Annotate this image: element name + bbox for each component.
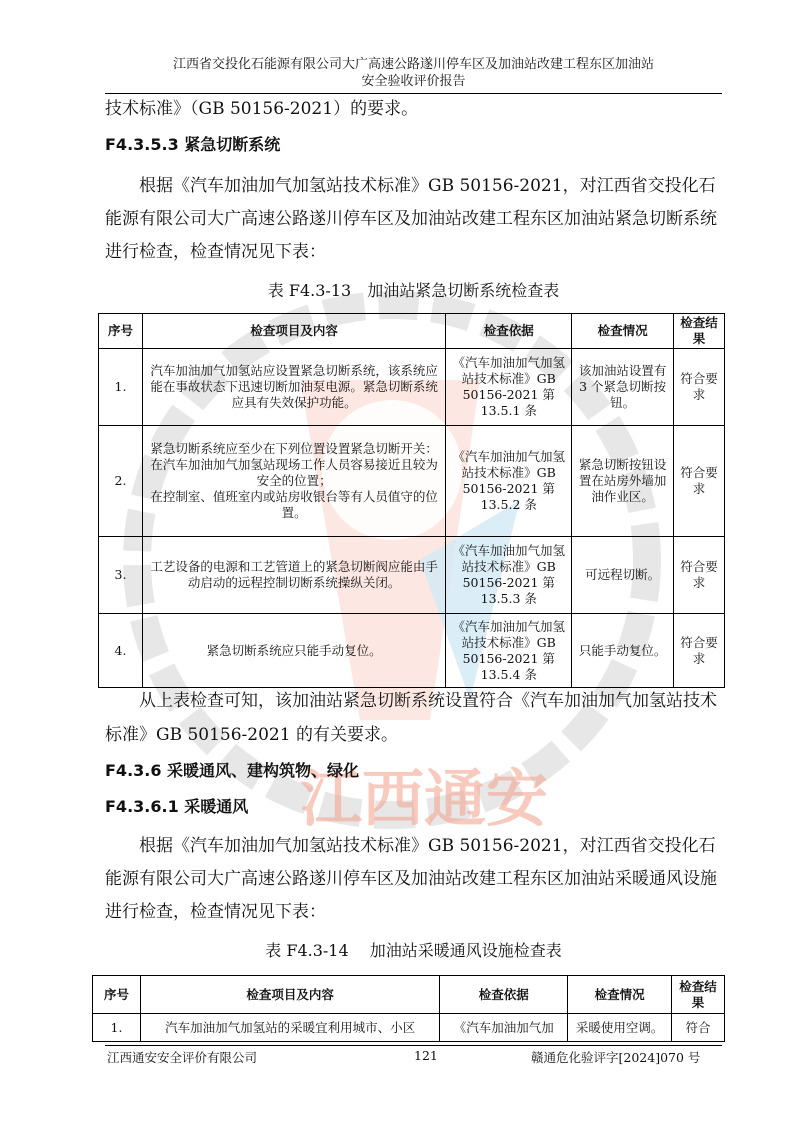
row-item: 紧急切断系统应只能手动复位。 (142, 614, 445, 688)
col-header-status: 检查情况 (568, 976, 672, 1014)
row-status: 可远程切断。 (572, 537, 674, 614)
row-result: 符合要求 (674, 537, 725, 614)
row-item-line: 在控制室、值班室内或站房收银台等有人员值守的位置。 (150, 489, 438, 520)
row-result: 符合 (672, 1014, 725, 1042)
table-row (99, 349, 725, 426)
table13-caption: 表 F4.3-13 加油站紧急切断系统检查表 (267, 281, 560, 300)
section-heading-436: F4.3.6 采暖通风、建构筑物、绿化 (105, 761, 360, 780)
footer-report-code: 赣通危化验评字[2024]070 号 (531, 1050, 701, 1065)
col-header-basis: 检查依据 (440, 976, 568, 1014)
page-header (105, 56, 722, 90)
row-result: 符合要求 (674, 614, 725, 688)
row-basis: 《汽车加油加气加氢站技术标准》GB 50156-2021 第 13.5.2 条 (446, 426, 572, 537)
row-basis: 《汽车加油加气加氢站技术标准》GB 50156-2021 第 13.5.4 条 (446, 614, 572, 688)
header-title: 江西省交投化石能源有限公司大广高速公路遂川停车区及加油站改建工程东区加油站 (172, 57, 654, 72)
section-paragraph-4361: 根据《汽车加油加气加氢站技术标准》GB 50156-2021，对江西省交投化石能源有限公司大广高速公路遂川停车区及加油站改建工程东区加油站采暖通风设施进行检查，检查情况见下表： (105, 836, 717, 922)
section-heading-4361: F4.3.6.1 采暖通风 (105, 797, 249, 816)
row-status: 该加油站设置有 3 个紧急切断按钮。 (572, 349, 674, 426)
row-item: 汽车加油加气加氢站的采暖宜利用城市、小区 (140, 1014, 439, 1042)
col-header-basis: 检查依据 (446, 314, 572, 349)
row-no: 3. (99, 537, 143, 614)
header-subtitle: 安全验收评价报告 (361, 74, 466, 89)
row-item-line: 紧急切断系统应至少在下列位置设置紧急切断开关： (150, 441, 438, 456)
section-heading-4353: F4.3.5.3 紧急切断系统 (105, 135, 281, 154)
col-header-status: 检查情况 (572, 314, 674, 349)
watermark-text: 江西通安 (300, 762, 549, 835)
row-item-line: 在汽车加油加气加氢站现场工作人员容易接近且较为安全的位置； (150, 457, 438, 488)
header-divider (105, 93, 722, 94)
table-row (93, 1014, 725, 1042)
table13-header-row (99, 314, 725, 349)
row-status: 采暖使用空调。 (568, 1014, 672, 1042)
intro-tail: 技术标准》（GB 50156-2021）的要求。 (105, 99, 419, 119)
col-header-item: 检查项目及内容 (140, 976, 439, 1014)
row-status: 只能手动复位。 (572, 614, 674, 688)
row-basis: 《汽车加油加气加氢站技术标准》GB 50156-2021 第 13.5.3 条 (446, 537, 572, 614)
conclusion-paragraph: 从上表检查可知，该加油站紧急切断系统设置符合《汽车加油加气加氢站技术标准》GB 50156-2021 的有关要求。 (105, 691, 717, 745)
footer-company: 江西通安安全评价有限公司 (107, 1050, 258, 1065)
footer-divider (105, 1045, 722, 1046)
table13 (98, 313, 725, 688)
table14 (92, 975, 725, 1042)
row-no: 4. (99, 614, 143, 688)
section-paragraph-4353: 根据《汽车加油加气加氢站技术标准》GB 50156-2021，对江西省交投化石能源有限公司大广高速公路遂川停车区及加油站改建工程东区加油站紧急切断系统进行检查，检查情况见下表： (105, 176, 717, 262)
row-basis: 《汽车加油加气加氢站技术标准》GB 50156-2021 第 13.5.1 条 (446, 349, 572, 426)
col-header-no: 序号 (93, 976, 141, 1014)
row-result: 符合要求 (674, 349, 725, 426)
row-basis: 《汽车加油加气加 (440, 1014, 568, 1042)
row-item (142, 426, 445, 537)
table-row (99, 614, 725, 688)
row-item: 汽车加油加气加氢站应设置紧急切断系统，该系统应能在事故状态下迅速切断加油泵电源。紧急切断系统应具有失效保护功能。 (142, 349, 445, 426)
table-row (99, 426, 725, 537)
row-result: 符合要求 (674, 426, 725, 537)
row-status: 紧急切断按钮设置在站房外墙加油作业区。 (572, 426, 674, 537)
table-row (99, 537, 725, 614)
col-header-result: 检查结果 (674, 314, 725, 349)
col-header-result: 检查结果 (672, 976, 725, 1014)
table14-caption: 表 F4.3-14 加油站采暖通风设施检查表 (265, 941, 562, 960)
table14-header-row (93, 976, 725, 1014)
footer-page-number: 121 (414, 1048, 438, 1063)
row-item: 工艺设备的电源和工艺管道上的紧急切断阀应能由手动启动的远程控制切断系统操纵关闭。 (142, 537, 445, 614)
row-no: 1. (93, 1014, 141, 1042)
row-no: 2. (99, 426, 143, 537)
row-no: 1. (99, 349, 143, 426)
col-header-no: 序号 (99, 314, 143, 349)
col-header-item: 检查项目及内容 (142, 314, 445, 349)
